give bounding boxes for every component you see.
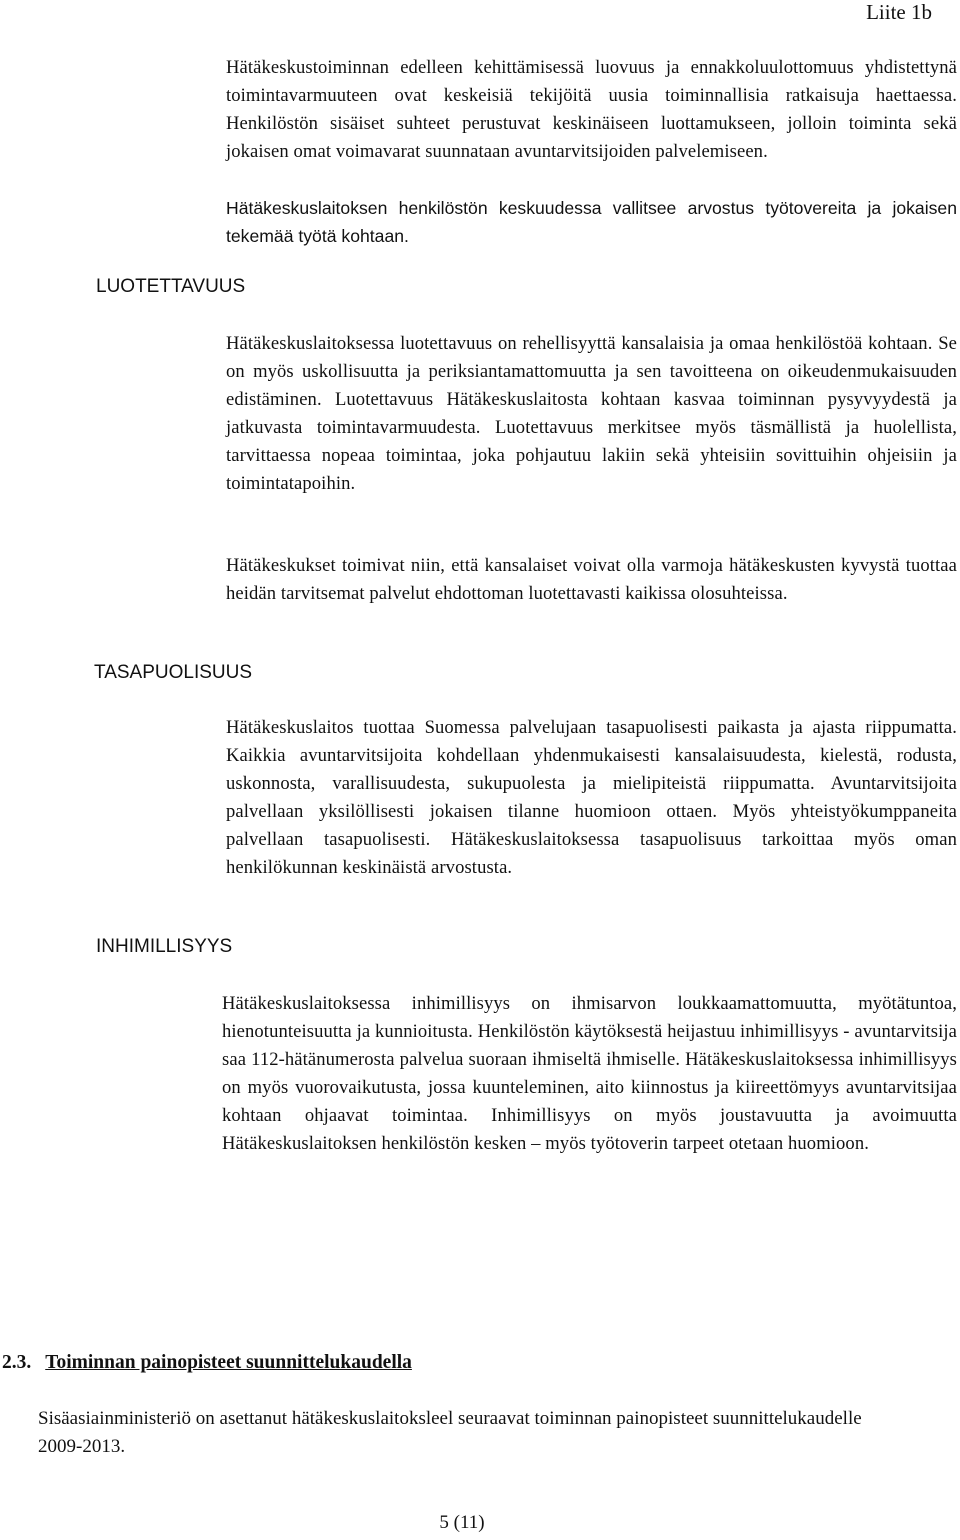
section-intro: Sisäasiainministeriö on asettanut hätäkeskuslaitoksleel seuraavat toiminnan painopisteet suunnittelukaudelle 2009-2013.: [38, 1408, 862, 1457]
attachment-label: Liite 1b: [866, 0, 932, 24]
value-label-reliability: LUOTETTAVUUS: [96, 276, 246, 297]
value-label-humanity: INHIMILLISYYS: [96, 936, 233, 957]
section-heading: [2, 1352, 412, 1374]
paragraph-emergency-centers: Hätäkeskukset toimivat niin, että kansalaiset voivat olla varmoja hätäkeskusten kyvystä tuottaa heidän tarvitsemat palvelut ehdottoman luotettavasti kaikissa olosuhteissa.: [226, 555, 957, 604]
paragraph-innovation: Hätäkeskustoiminnan edelleen kehittämisessä luovuus ja ennakkoluulottomuus yhdistettynä toimintavarmuuteen ovat keskeisiä tekijöitä uusia toiminnallisia ratkaisuja haettaessa. Henkilöstön sisäiset suhteet perustuvat keskinäiseen luottamukseen, jolloin toiminta sekä jokaisen omat voimavarat suunnataan avuntarvitsijoiden palvelemiseen.: [226, 57, 957, 162]
section-title: Toiminnan painopisteet suunnittelukaudella: [45, 1352, 412, 1373]
paragraph-reliability: Hätäkeskuslaitoksessa luotettavuus on rehellisyyttä kansalaisia ja omaa henkilöstöä kohtaan. Se on myös uskollisuutta ja periksiantamattomuutta ja sen tavoitteena on oikeudenmukaisuuden edistäminen. Luotettavuus Hätäkeskuslaitosta kohtaan kasvaa toiminnan pysyvyydestä ja jatkuvasta toimintavarmuudesta. Luotettavuus merkitsee myös täsmällistä ja huolellista, tarvittaessa nopeaa toimintaa, joka pohjautuu lakiin sekä yhteisiin sovittuihin ohjeisiin ja toimintatapoihin.: [226, 333, 957, 494]
paragraph-equality: Hätäkeskuslaitos tuottaa Suomessa palvelujaan tasapuolisesti paikasta ja ajasta riippumatta. Kaikkia avuntarvitsijoita kohdellaan yhdenmukaisesti kansalaisuudesta, kielestä, rodusta, uskonnosta, varallisuudesta, sukupuolesta ja mielipiteistä riippumatta. Avuntarvitsijoita palvellaan yksilöllisesti jokaisen tilanne huomioon ottaen. Myös yhteistyökumppaneita palvellaan tasapuolisesti. Hätäkeskuslaitoksessa tasapuolisuus tarkoittaa myös oman henkilökunnan keskinäistä arvostusta.: [226, 717, 957, 878]
page-number: 5 (11): [439, 1512, 485, 1533]
paragraph-humanity: Hätäkeskuslaitoksessa inhimillisyys on ihmisarvon loukkaamattomuutta, myötätuntoa, hienotunteisuutta ja kunnioitusta. Henkilöstön käytöksestä heijastuu inhimillisyys - avuntarvitsija saa 112-hätänumerosta palvelua suoraan ihmiseltä ihmiselle. Hätäkeskuslaitoksessa inhimillisyys on myös vuorovaikutusta, jossa kuunteleminen, aito kiinnostus ja kiireettömyys avuntarvitsijaa kohtaan ohjaavat toimintaa. Inhimillisyys on myös joustavuutta ja avoimuutta Hätäkeskuslaitoksen henkilöstön kesken – myös työtoverin tarpeet otetaan huomioon.: [222, 993, 957, 1154]
section-number: 2.3.: [2, 1352, 32, 1373]
paragraph-respect: Hätäkeskuslaitoksen henkilöstön keskuudessa vallitsee arvostus työtovereita ja jokaisen tekemää työtä kohtaan.: [226, 198, 957, 246]
value-label-equality: TASAPUOLISUUS: [94, 662, 253, 683]
